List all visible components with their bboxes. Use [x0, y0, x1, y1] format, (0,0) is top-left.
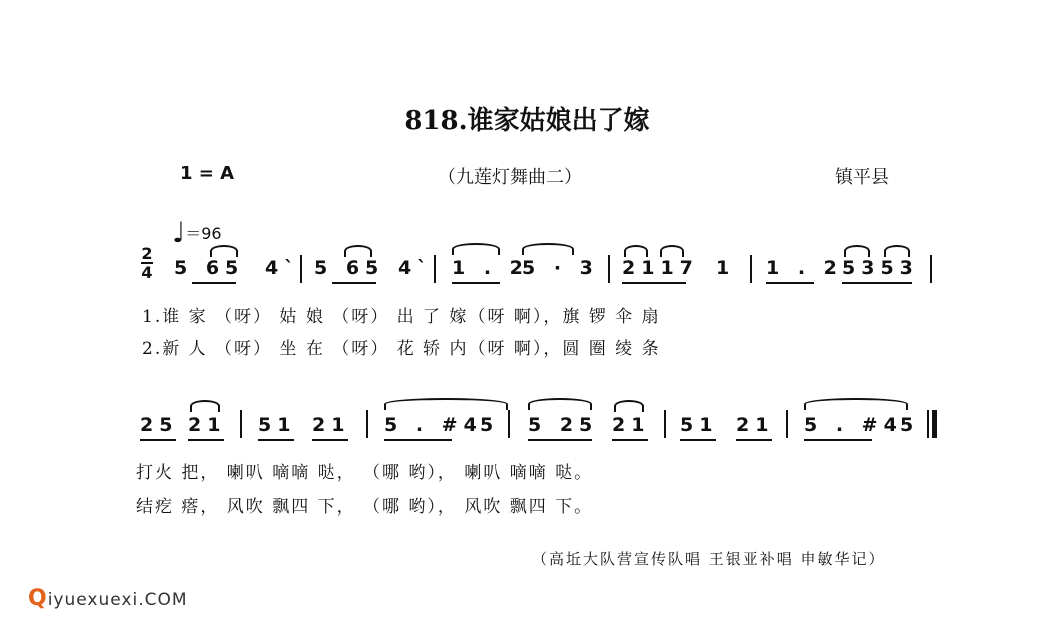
bar-line: [750, 255, 752, 283]
beam: [622, 282, 686, 284]
measure: 21: [612, 414, 651, 436]
slur: [522, 243, 574, 255]
slur: [844, 245, 870, 257]
watermark: [28, 586, 188, 611]
beam: [384, 439, 452, 441]
beam: [766, 282, 814, 284]
measure: 21: [312, 414, 351, 436]
beam: [188, 439, 224, 441]
measure: 51: [258, 414, 297, 436]
beam: [140, 439, 176, 441]
watermark-text: iyuexuexi.COM: [47, 590, 188, 610]
measure: 5: [900, 414, 920, 436]
bar-line: [664, 410, 666, 438]
measure: 1: [716, 257, 736, 279]
beam: [452, 282, 500, 284]
measure: 4ˋ: [265, 257, 300, 279]
bar-line: [786, 410, 788, 438]
final-bar-line: [932, 410, 937, 438]
beam: [332, 282, 376, 284]
measure: 25: [140, 414, 179, 436]
measure: 5 . #4: [384, 414, 483, 436]
slur: [344, 245, 372, 257]
beam: [258, 439, 294, 441]
measure: 4ˋ: [398, 257, 433, 279]
time-signature-bottom: 4: [141, 263, 153, 282]
beam: [680, 439, 716, 441]
lyrics-verse-1: 1.谁 家 （呀） 姑 娘 （呀） 出 了 嫁（呀 啊），旗 锣 伞 扇: [142, 307, 661, 327]
measure: 2117: [622, 257, 699, 279]
measure: 5: [480, 414, 500, 436]
measure: 5353: [842, 257, 919, 279]
measure: 21: [188, 414, 227, 436]
bar-line: [930, 255, 932, 283]
slur: [384, 398, 508, 410]
measure: 1 . 2: [766, 257, 843, 279]
slur: [190, 400, 220, 412]
score-line-1: [140, 245, 940, 305]
lyrics-verse-2-cont: 结疙 瘩， 风吹 飘四 下， （哪 哟）， 风吹 飘四 下。: [136, 497, 594, 517]
beam: [312, 439, 348, 441]
measure: 5 · 3: [522, 257, 599, 279]
subtitle: （九莲灯舞曲二）: [438, 167, 582, 188]
beam: [842, 282, 912, 284]
slur: [624, 245, 648, 257]
time-signature: [140, 245, 154, 281]
slur: [884, 245, 910, 257]
region-label: 镇平县: [835, 167, 889, 188]
time-signature-top: 2: [141, 244, 153, 263]
performer-credit: （高坵大队营宣传队唱 王银亚补唱 申敏华记）: [532, 550, 886, 568]
slur: [210, 245, 238, 257]
measure: 5 25: [528, 414, 599, 436]
watermark-logo-letter: Q: [28, 586, 48, 611]
measure: 5 65: [174, 257, 245, 279]
key-signature: 1 = A: [180, 163, 235, 184]
slur: [452, 243, 500, 255]
bar-line: [608, 255, 610, 283]
beam: [612, 439, 648, 441]
measure: 21: [736, 414, 775, 436]
bar-line: [300, 255, 302, 283]
bar-line: [240, 410, 242, 438]
beam: [804, 439, 872, 441]
score-line-2: [140, 398, 940, 458]
quarter-note-icon: ♩: [172, 216, 186, 249]
measure: 5 . #4: [804, 414, 903, 436]
slur: [804, 398, 908, 410]
measure: 1 . 2: [452, 257, 529, 279]
measure: 51: [680, 414, 719, 436]
bar-line: [366, 410, 368, 438]
slur: [528, 398, 592, 410]
song-title: 818.谁家姑娘出了嫁: [404, 106, 650, 136]
bar-line: [434, 255, 436, 283]
beam: [528, 439, 592, 441]
measure: 5 65: [314, 257, 385, 279]
bar-line: [508, 410, 510, 438]
slur: [660, 245, 684, 257]
lyrics-verse-2: 2.新 人 （呀） 坐 在 （呀） 花 轿 内（呀 啊），圆 圈 绫 条: [142, 339, 661, 359]
tempo-value: ＝96: [185, 224, 222, 243]
tempo-marking: [172, 213, 222, 249]
lyrics-verse-1-cont: 打火 把， 喇叭 嘀嘀 哒， （哪 哟）， 喇叭 嘀嘀 哒。: [136, 463, 594, 483]
beam: [736, 439, 772, 441]
slur: [614, 400, 644, 412]
beam: [192, 282, 236, 284]
